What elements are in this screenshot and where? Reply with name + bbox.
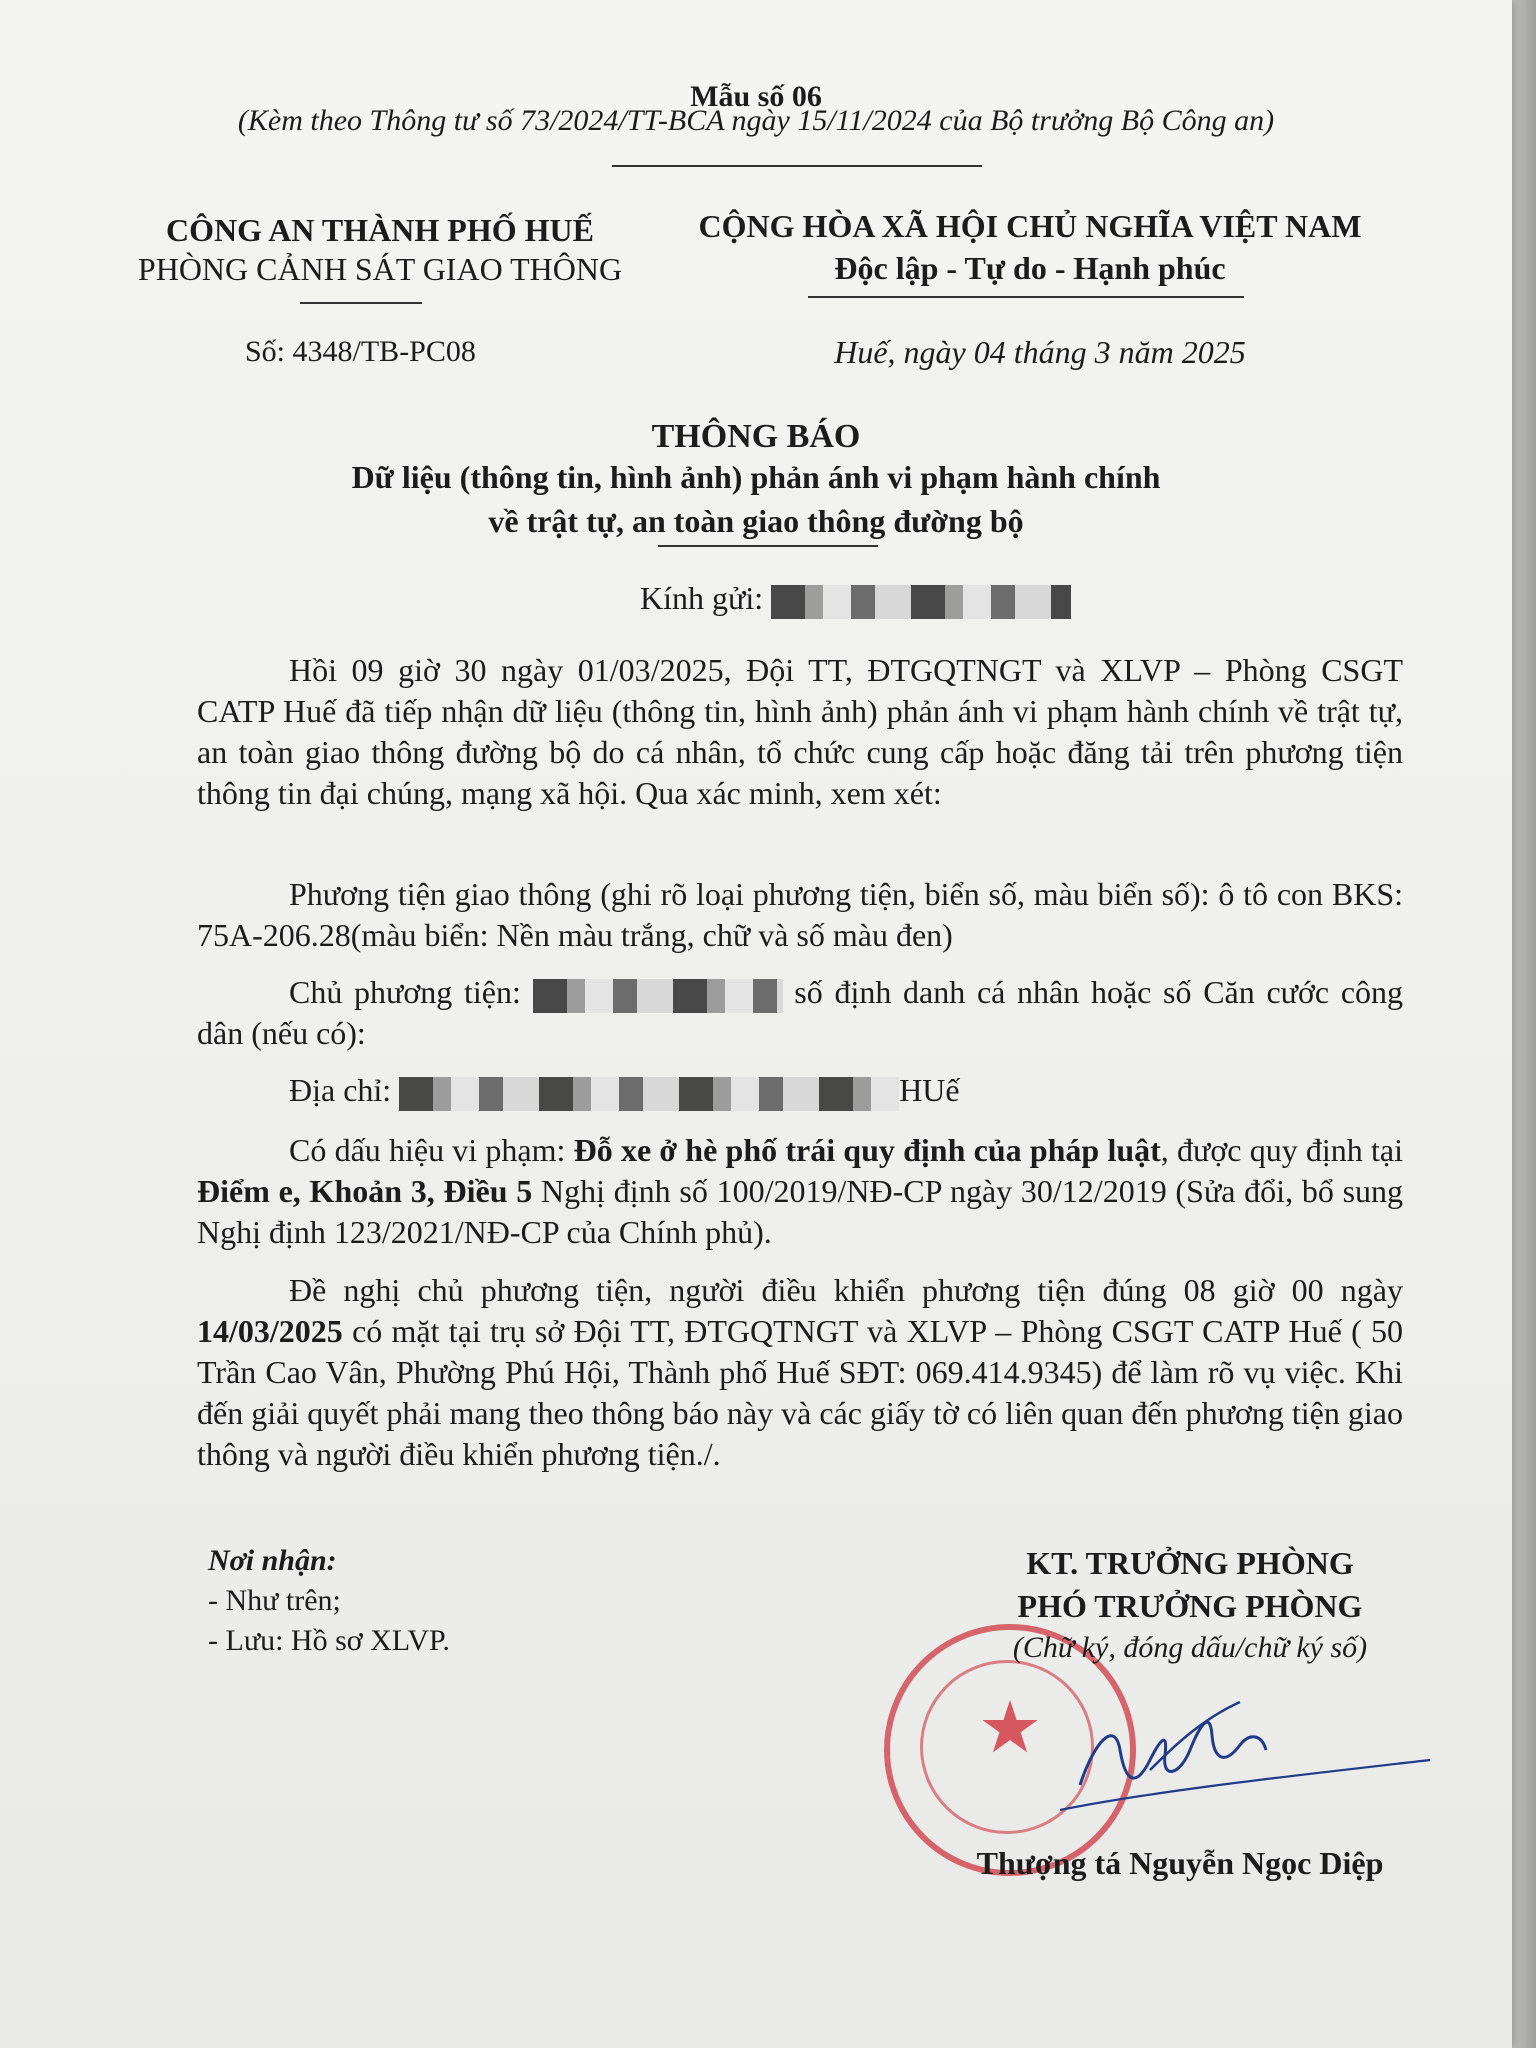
signature-note: (Chữ ký, đóng dấu/chữ ký số): [1012, 1631, 1368, 1664]
paragraph-vehicle-text: Phương tiện giao thông (ghi rõ loại phương tiện, biển số, màu biển số): ô tô con BKS: 75A-206.28(màu biển: Nền màu trắng, chữ và số màu đen): [197, 876, 1403, 953]
request-prefix: Đề nghị chủ phương tiện, người điều khiển phương tiện đúng 08 giờ 00 ngày: [289, 1272, 1403, 1308]
motto-underline: [808, 296, 1244, 298]
redacted-recipient-name: [771, 585, 1071, 619]
signer-name: Thượng tá Nguyễn Ngọc Diệp: [976, 1845, 1384, 1881]
signature-position: PHÓ TRƯỞNG PHÒNG: [1017, 1588, 1363, 1624]
address-label: Địa chỉ:: [289, 1072, 392, 1108]
recipient-item: - Như trên;: [208, 1584, 341, 1617]
form-header-rule: [612, 165, 982, 167]
notice-subtitle-line1: Dữ liệu (thông tin, hình ảnh) phản ánh vi phạm hành chính: [351, 459, 1161, 495]
handwritten-signature: [1040, 1680, 1440, 1830]
issuer-department: PHÒNG CẢNH SÁT GIAO THÔNG: [137, 251, 623, 287]
form-number: Mẫu số 06: [690, 80, 822, 113]
redacted-owner-name: [533, 979, 783, 1013]
address-city: HUế: [899, 1072, 960, 1108]
issuer-agency: CÔNG AN THÀNH PHỐ HUẾ: [166, 212, 594, 248]
violation-name: Đỗ xe ở hè phố trái quy định của pháp luật: [573, 1132, 1161, 1168]
request-date: 14/03/2025: [197, 1313, 343, 1349]
signature-on-behalf: KT. TRƯỞNG PHÒNG: [1026, 1545, 1354, 1581]
violation-clause: Điểm e, Khoản 3, Điều 5: [197, 1173, 533, 1209]
paragraph-violation: [197, 1130, 1403, 1253]
paragraph-vehicle: [197, 874, 1403, 956]
owner-label: Chủ phương tiện:: [289, 974, 521, 1010]
paragraph-receipt: [197, 650, 1403, 814]
document-number: Số: 4348/TB-PC08: [245, 335, 476, 368]
national-name: CỘNG HÒA XÃ HỘI CHỦ NGHĨA VIỆT NAM: [698, 208, 1362, 244]
stamp-star-icon: ★: [977, 1688, 1043, 1768]
recipient-item: - Lưu: Hồ sơ XLVP.: [208, 1624, 450, 1657]
title-underline: [658, 545, 878, 547]
issuer-underline: [300, 302, 422, 304]
form-attachment-note: (Kèm theo Thông tư số 73/2024/TT-BCA ngày 15/11/2024 của Bộ trưởng Bộ Công an): [237, 104, 1275, 137]
signature-block: [950, 1545, 1430, 1665]
recipients-block: [208, 1541, 450, 1661]
notice-subtitle-line2: về trật tự, an toàn giao thông đường bộ: [488, 503, 1024, 539]
national-motto: Độc lập - Tự do - Hạnh phúc: [834, 250, 1226, 286]
paragraph-request: [197, 1270, 1403, 1475]
paragraph-receipt-text: Hồi 09 giờ 30 ngày 01/03/2025, Đội TT, ĐTGQTNGT và XLVP – Phòng CSGT CATP Huế đã tiếp nhận dữ liệu (thông tin, hình ảnh) phản ánh vi phạm hành chính về trật tự, an toàn giao thông đường bộ do cá nhân, tổ chức cung cấp hoặc đăng tải trên phương tiện thông tin đại chúng, mạng xã hội. Qua xác minh, xem xét:: [197, 652, 1403, 811]
redacted-address: [399, 1077, 899, 1111]
violation-rest: Nghị định số 100/2019/NĐ-CP ngày 30/12/2019 (Sửa đổi, bổ sung Nghị định 123/2021/NĐ-CP của Chính phủ).: [197, 1173, 1404, 1250]
paragraph-address: [197, 1070, 1403, 1111]
violation-mid: , được quy định tại: [1160, 1132, 1403, 1168]
place-date: Huế, ngày 04 tháng 3 năm 2025: [834, 334, 1246, 370]
recipient-line: [640, 580, 1071, 619]
paragraph-owner: [197, 972, 1403, 1054]
notice-title: THÔNG BÁO: [651, 418, 861, 455]
recipient-label: Kính gửi:: [640, 580, 764, 616]
request-rest: có mặt tại trụ sở Đội TT, ĐTGQTNGT và XLVP – Phòng CSGT CATP Huế ( 50 Trần Cao Vân, Phường Phú Hội, Thành phố Huế SĐT: 069.414.9345) để làm rõ vụ việc. Khi đến giải quyết phải mang theo thông báo này và các giấy tờ có liên quan đến phương tiện giao thông và người điều khiển phương tiện./.: [197, 1313, 1404, 1472]
owner-id-label: số định danh cá nhân hoặc số Căn cước công dân (nếu có):: [197, 974, 1404, 1051]
recipients-heading: Nơi nhận:: [208, 1544, 337, 1577]
violation-prefix: Có dấu hiệu vi phạm:: [289, 1132, 566, 1168]
